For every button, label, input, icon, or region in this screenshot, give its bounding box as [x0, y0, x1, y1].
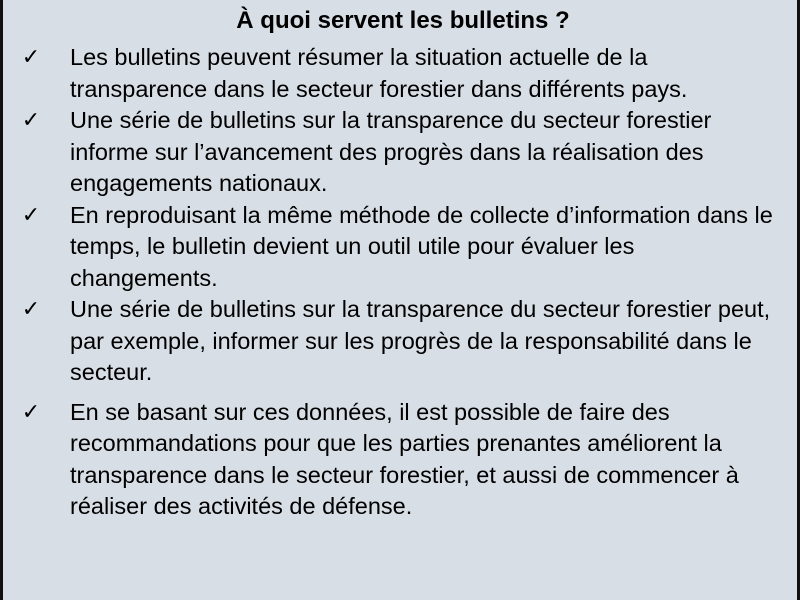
check-icon: ✓ [21, 108, 41, 133]
bullet-item [3, 397, 800, 523]
bullet-text: Les bulletins peuvent résumer la situation actuelle de la transparence dans le secteur forestier dans différents pays. [70, 44, 688, 102]
check-icon: ✓ [21, 399, 41, 425]
check-icon: ✓ [21, 45, 41, 70]
bullet-text: En se basant sur ces données, il est possible de faire des recommandations pour que les parties prenantes améliorent la transparence dans le secteur forestier, et aussi de commencer à réaliser des activités de défense. [70, 398, 739, 519]
slide-title: À quoi servent les bulletins ? [236, 7, 570, 34]
bullet-item [3, 42, 800, 105]
check-icon: ✓ [21, 202, 41, 228]
bullet-item [3, 200, 800, 295]
bullet-item [3, 294, 800, 389]
bullet-text: Une série de bulletins sur la transparence du secteur forestier peut, par exemple, informer sur les progrès de la responsabilité dans le secteur. [70, 296, 771, 385]
bullet-text: En reproduisant la même méthode de collecte d’information dans le temps, le bulletin devient un outil utile pour évaluer les changements. [70, 201, 773, 291]
check-icon: ✓ [21, 297, 41, 322]
bullet-text: Une série de bulletins sur la transparence du secteur forestier informe sur l’avancement des progrès dans la réalisation des engagements nationaux. [70, 107, 712, 196]
bullet-item [3, 105, 800, 200]
bullet-list [3, 42, 800, 523]
